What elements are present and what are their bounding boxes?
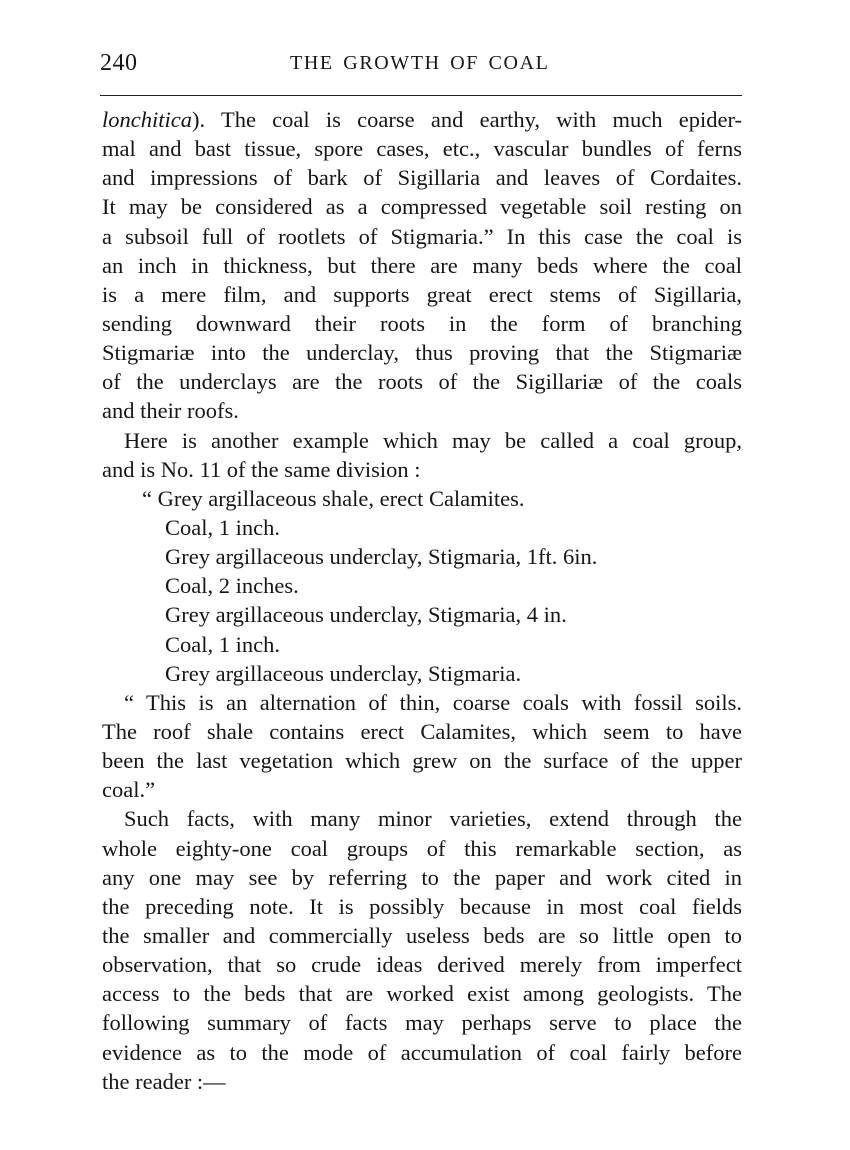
paragraph-1-line: mal and bast tissue, spore cases, etc., vascular bundles of ferns — [102, 136, 742, 162]
paragraph-3-line: The roof shale contains erect Calamites, which seem to have — [102, 718, 742, 744]
paragraph-1-line: sending downward their roots in the form of branching — [102, 310, 742, 336]
paragraph-1-line-1-rest: ). The coal is coarse and earthy, with much epider- — [191, 107, 742, 132]
paragraph-4-line: access to the beds that are worked exist among geologists. The — [102, 981, 742, 1007]
paragraph-4-line: the reader :— — [102, 1068, 226, 1094]
paragraph-1-line: and impressions of bark of Sigillaria and leaves of Cordaites. — [102, 165, 742, 191]
paragraph-2-line: and is No. 11 of the same division : — [102, 456, 421, 482]
paragraph-4-line: Such facts, with many minor varieties, extend through the — [124, 806, 742, 832]
section-list-item: Grey argillaceous underclay, Stigmaria. — [165, 660, 522, 686]
paragraph-1-line: of the underclays are the roots of the Sigillariæ of the coals — [102, 369, 742, 395]
paragraph-3-line: coal.” — [102, 777, 156, 803]
page-number: 240 — [100, 50, 138, 76]
paragraph-1-line: is a mere film, and supports great erect stems of Sigillaria, — [102, 281, 742, 307]
section-list-item: Coal, 2 inches. — [165, 573, 299, 599]
italic-species-name: lonchitica — [102, 107, 192, 132]
section-list-item: Coal, 1 inch. — [165, 631, 280, 657]
paragraph-4-line: any one may see by referring to the paper and work cited in — [102, 864, 742, 890]
header-rule — [100, 95, 742, 96]
running-head — [100, 50, 740, 80]
paragraph-1-line: It may be considered as a compressed vegetable soil resting on — [102, 194, 742, 220]
running-title: THE GROWTH OF COAL — [290, 52, 550, 74]
section-list-item: Coal, 1 inch. — [165, 514, 280, 540]
paragraph-1-line: Stigmariæ into the underclay, thus proving that the Stigmariæ — [102, 340, 742, 366]
paragraph-4-line: following summary of facts may perhaps serve to place the — [102, 1010, 742, 1036]
paragraph-1-line: and their roofs. — [102, 398, 239, 424]
section-list-item: “ Grey argillaceous shale, erect Calamites. — [142, 485, 525, 511]
section-list-item: Grey argillaceous underclay, Stigmaria, 4 in. — [165, 602, 567, 628]
paragraph-4-line: evidence as to the mode of accumulation of coal fairly before — [102, 1039, 742, 1065]
paragraph-2-line: Here is another example which may be called a coal group, — [124, 427, 742, 453]
paragraph-3-line: “ This is an alternation of thin, coarse coals with fossil soils. — [124, 689, 742, 715]
paragraph-1-line-1 — [102, 105, 742, 134]
paragraph-1-line: a subsoil full of rootlets of Stigmaria.” In this case the coal is — [102, 223, 742, 249]
section-list-item: Grey argillaceous underclay, Stigmaria, 1ft. 6in. — [165, 544, 598, 570]
paragraph-4-line: the smaller and commercially useless beds are so little open to — [102, 922, 742, 948]
paragraph-4-line: whole eighty-one coal groups of this remarkable section, as — [102, 835, 742, 861]
paragraph-1-line: an inch in thickness, but there are many beds where the coal — [102, 252, 742, 278]
paragraph-3-line: been the last vegetation which grew on the surface of the upper — [102, 748, 742, 774]
body-text — [102, 105, 742, 1096]
paragraph-4-line: observation, that so crude ideas derived merely from imperfect — [102, 952, 742, 978]
paragraph-4-line: the preceding note. It is possibly because in most coal fields — [102, 893, 742, 919]
